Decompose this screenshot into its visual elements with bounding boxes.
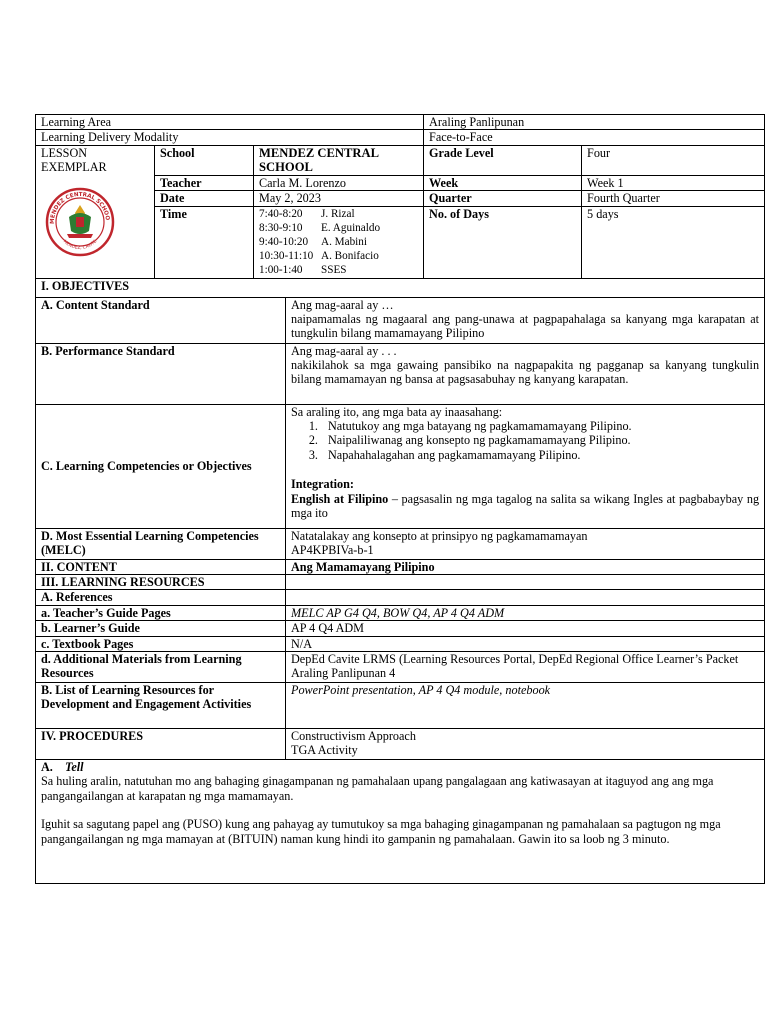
- performance-standard-cell: [286, 343, 765, 404]
- melc-label: D. Most Essential Learning Competencies (MELC): [36, 528, 286, 559]
- content-standard-intro: Ang mag-aaral ay …: [291, 297, 394, 312]
- procedures-approach: [286, 729, 765, 760]
- exemplar-label-line1: LESSON: [41, 145, 88, 160]
- schedule-section: SSES: [321, 263, 347, 276]
- tell-row: [36, 760, 765, 884]
- references-row: [36, 590, 765, 605]
- schedule-time: 1:00-1:40: [259, 263, 303, 276]
- resource-list-label: B. List of Learning Resources for Development and Engagement Activities: [36, 683, 286, 729]
- competencies-intro: Sa araling ito, ang mga bata ay inaasahang:: [291, 404, 503, 419]
- references-empty: [286, 590, 765, 605]
- learners-guide-row: [36, 621, 765, 636]
- learning-area-label: Learning Area: [36, 115, 424, 130]
- resources-heading-empty: [286, 575, 765, 590]
- competency-item: 3. Napahahalagahan ang pagkamamamayang Pilipino.: [321, 448, 759, 462]
- content-standard-row: [36, 297, 765, 343]
- teachers-guide-label: a. Teacher’s Guide Pages: [36, 605, 286, 620]
- procedures-heading: IV. PROCEDURES: [36, 729, 286, 760]
- schedule-time: 9:40-10:20: [259, 235, 309, 248]
- textbook-label: c. Textbook Pages: [36, 636, 286, 651]
- lesson-exemplar-document: [35, 114, 764, 884]
- performance-standard-row: [36, 343, 765, 404]
- additional-materials-label: d. Additional Materials from Learning Resources: [36, 652, 286, 683]
- tell-letter: A.: [41, 760, 53, 775]
- melc-row: [36, 528, 765, 559]
- teachers-guide-row: [36, 605, 765, 620]
- performance-standard-intro: Ang mag-aaral ay . . .: [291, 343, 397, 358]
- performance-standard-text: nakikilahok sa mga gawaing pansibiko na nagpapakita ng pagganap sa kanyang tungkulin bilang mamamayan ng bansa at pagsasabuhay ng kanyang karapatan.: [291, 358, 760, 387]
- schedule-section: A. Mabini: [321, 235, 367, 248]
- schedule-time: 7:40-8:20: [259, 207, 303, 220]
- tell-paragraph-1: Sa huling aralin, natutuhan mo ang bahaging ginagampanan ng pamahalaan upang pangalagaan ang katiwasayan at itaguyod ang ang mga pangangailangan at karapatan ng mga mamamayan.: [41, 774, 714, 803]
- competency-item: 2. Naipaliliwanag ang konsepto ng pagkamamamayang Pilipino.: [321, 433, 759, 447]
- learners-guide-value: AP 4 Q4 ADM: [286, 621, 765, 636]
- objectives-heading: I. OBJECTIVES: [36, 278, 765, 297]
- textbook-row: [36, 636, 765, 651]
- melc-cell: [286, 528, 765, 559]
- quarter-value: Fourth Quarter: [582, 191, 765, 206]
- competency-item: 1. Natutukoy ang mga batayang ng pagkamamamayang Pilipino.: [321, 419, 759, 433]
- competencies-list: [291, 419, 759, 462]
- time-label: Time: [155, 206, 254, 278]
- tell-heading: [41, 760, 759, 774]
- competencies-label: C. Learning Competencies or Objectives: [36, 404, 286, 528]
- additional-materials-value: DepEd Cavite LRMS (Learning Resources Portal, DepEd Regional Office Learner’s Packet Araling Panlipunan 4: [286, 652, 765, 683]
- tell-section: [36, 760, 765, 884]
- competencies-row: [36, 404, 765, 528]
- performance-standard-label: B. Performance Standard: [36, 343, 286, 404]
- content-value: Ang Mamamayang Pilipino: [286, 559, 765, 574]
- school-value: MENDEZ CENTRAL SCHOOL: [254, 145, 424, 175]
- melc-code: AP4KPBIVa-b-1: [291, 543, 374, 558]
- modality-row: [36, 130, 765, 145]
- lesson-exemplar-table: [35, 114, 765, 884]
- competencies-cell: [286, 404, 765, 528]
- time-schedule: [254, 206, 424, 278]
- exemplar-label-line2: EXEMPLAR: [41, 160, 107, 175]
- schedule-section: J. Rizal: [321, 207, 355, 220]
- teachers-guide-value: MELC AP G4 Q4, BOW Q4, AP 4 Q4 ADM: [286, 605, 765, 620]
- integration-label: Integration:: [291, 477, 354, 492]
- seal-bottom-text: MENDEZ, CAVITE: [61, 238, 99, 251]
- no-of-days-label: No. of Days: [424, 206, 582, 278]
- no-of-days-value: 5 days: [582, 206, 765, 278]
- approach-line-1: Constructivism Approach: [291, 729, 416, 744]
- integration-line: [291, 492, 759, 521]
- date-label: Date: [155, 191, 254, 206]
- quarter-label: Quarter: [424, 191, 582, 206]
- resources-heading-row: [36, 575, 765, 590]
- learners-guide-label: b. Learner’s Guide: [36, 621, 286, 636]
- school-seal-logo: [45, 187, 115, 257]
- grade-level-label: Grade Level: [424, 145, 582, 175]
- tell-label: Tell: [65, 760, 84, 775]
- week-value: Week 1: [582, 175, 765, 190]
- resource-list-value: PowerPoint presentation, AP 4 Q4 module, notebook: [286, 683, 765, 729]
- seal-text: MENDEZ CENTRAL SCHOO: [49, 191, 111, 224]
- melc-text: Natatalakay ang konsepto at prinsipyo ng pagkamamamayan: [291, 528, 588, 543]
- additional-materials-row: [36, 652, 765, 683]
- integration-subject: English at Filipino: [291, 491, 389, 506]
- week-label: Week: [424, 175, 582, 190]
- textbook-value: N/A: [286, 636, 765, 651]
- school-row: [36, 145, 765, 175]
- schedule-time: 10:30-11:10: [259, 249, 314, 262]
- learning-area-row: [36, 115, 765, 130]
- schedule-section: A. Bonifacio: [321, 249, 379, 262]
- lesson-exemplar-cell: [36, 145, 155, 278]
- date-value: May 2, 2023: [254, 191, 424, 206]
- learning-area-value: Araling Panlipunan: [424, 115, 765, 130]
- modality-label: Learning Delivery Modality: [36, 130, 424, 145]
- content-row: [36, 559, 765, 574]
- references-label: A. References: [36, 590, 286, 605]
- tell-paragraph-2: Iguhit sa sagutang papel ang (PUSO) kung ang pahayag ay tumutukoy sa mga bahaging ginagampanan ng pamahalaan sa pagtugon ng mga pangangailangan ng mga mamayan at (BITUIN) naman kung hindi ito gampanin ng pamahalaan. Gawin ito sa loob ng 3 minuto.: [41, 817, 721, 846]
- schedule-section: E. Aguinaldo: [321, 221, 381, 234]
- resource-list-row: [36, 683, 765, 729]
- objectives-heading-row: [36, 278, 765, 297]
- grade-level-value: Four: [582, 145, 765, 175]
- integration-text: – pagsasalin ng mga tagalog na salita sa wikang Ingles at pagbabaybay ng mga ito: [291, 491, 760, 521]
- modality-value: Face-to-Face: [424, 130, 765, 145]
- procedures-row: [36, 729, 765, 760]
- content-standard-cell: [286, 297, 765, 343]
- content-standard-text: naipamamalas ng magaaral ang pang-unawa at pagpapahalaga sa kanyang mga karapatan at tungkulin bilang mamamayang Pilipino: [291, 312, 760, 341]
- resources-heading: III. LEARNING RESOURCES: [36, 575, 286, 590]
- content-heading: II. CONTENT: [36, 559, 286, 574]
- school-label: School: [155, 145, 254, 175]
- content-standard-label: A. Content Standard: [36, 297, 286, 343]
- schedule-time: 8:30-9:10: [259, 221, 303, 234]
- teacher-label: Teacher: [155, 175, 254, 190]
- teacher-value: Carla M. Lorenzo: [254, 175, 424, 190]
- approach-line-2: TGA Activity: [291, 743, 358, 758]
